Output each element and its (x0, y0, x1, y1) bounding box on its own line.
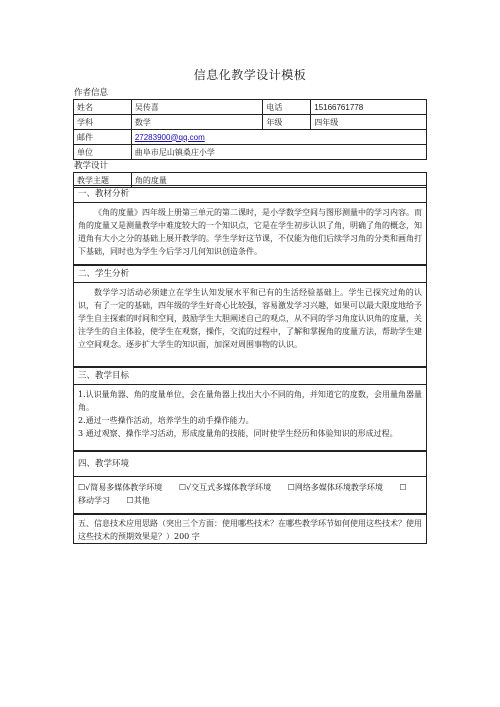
phone-value: 15166761778 (311, 100, 427, 115)
section-heading: 三、教学目标 (74, 368, 426, 385)
env-option-interactive-multimedia[interactable]: ☐√交互式多媒体教学环境 (178, 483, 272, 492)
tech-application-section (73, 514, 427, 544)
env-option-network-multimedia[interactable]: ☐网络多媒体环境教学环境 (287, 483, 383, 492)
table-row (74, 130, 427, 145)
email-label: 邮件 (74, 130, 132, 145)
section-body (74, 385, 426, 443)
name-label: 姓名 (74, 100, 132, 115)
section-heading: 四、教学环境 (78, 459, 130, 469)
student-analysis-section (73, 265, 427, 367)
env-option-other[interactable]: ☐其他 (126, 496, 150, 505)
topic-value: 角的度量 (131, 173, 426, 188)
goal-item: 3 通过观察、操作学习活动，形成度量角的技能，同时使学生经历和体验知识的形成过程。 (78, 429, 398, 438)
name-value: 吴传喜 (131, 100, 263, 115)
grade-value: 四年级 (311, 115, 427, 130)
textbook-analysis-text: 《角的度量》四年级上册第三单元的第二课时，是小学数学空间与图形测量中的学习内容。而角的度量又是测量教学中难度较大的一个知识点，它是在学生初步认识了角，明确了角的概念，知道角有大小之分的基础上展开教学的。学生学好这节课，不仅能为他们后续学习角的分类和画角打下基础，同时也为学生今后学习几何知识创造条件。 (78, 208, 422, 256)
unit-value: 曲阜市尼山镇桑庄小学 (131, 145, 426, 160)
document-title: 信息化教学设计模板 (193, 68, 307, 82)
goal-item: 2.通过一些操作活动，培养学生的动手操作能力。 (78, 416, 254, 425)
env-option-simple-multimedia[interactable]: ☐√简易多媒体教学环境 (78, 483, 163, 492)
section-heading: 二、学生分析 (74, 266, 426, 283)
section-body (74, 203, 426, 261)
section-heading: 一、教材分析 (74, 186, 426, 203)
table-row (74, 100, 427, 115)
student-analysis-text: 数学学习活动必须建立在学生认知发展水平和已有的生活经验基础上。学生已探究过角的认识，有了一定的基础，四年级的学生好奇心比较强，容易激发学习兴趣，如果可以最大限度地给予学生自主探索的时间和空间，鼓励学生大胆阐述自己的观点，从不同的学习角度认识角的度量，关注学生的自主体验，使学生在观察，操作，交流的过程中，了解和掌握角的度量方法，帮助学生建立空间观念。逐步扩大学生的知识面，加深对周围事物的认识。 (78, 288, 422, 349)
table-row (74, 115, 427, 130)
email-link[interactable]: 27283900@qq.com (134, 132, 205, 142)
tech-application-heading: 五、信息技术应用思路（突出三个方面：使用哪些技术？在哪些教学环节如何使用这些技术？使用这些技术的预期效果是？）200 字 (78, 519, 422, 541)
env-option-mobile-checkbox[interactable]: ☐ (399, 483, 407, 492)
textbook-analysis-section (73, 185, 427, 265)
grade-label: 年级 (263, 115, 311, 130)
env-option-mobile-learning: 移动学习 (78, 496, 110, 505)
subject-label: 学科 (74, 115, 132, 130)
topic-label: 教学主题 (74, 173, 132, 188)
phone-label: 电话 (263, 100, 311, 115)
table-row (74, 145, 427, 160)
section-body (74, 283, 426, 354)
teaching-environment-options (73, 477, 427, 514)
teaching-environment-heading-box (73, 451, 427, 477)
teaching-design-label: 教学设计 (74, 161, 109, 171)
env-options-row (74, 477, 426, 511)
author-info-label: 作者信息 (74, 88, 109, 98)
unit-label: 单位 (74, 145, 132, 160)
author-info-table (73, 99, 427, 160)
goal-item: 1.认识量角器、角的度量单位，会在量角器上找出大小不同的角，并知道它的度数，会用量角器量角。 (78, 390, 422, 412)
teaching-goals-section (73, 367, 427, 451)
subject-value: 数学 (131, 115, 263, 130)
